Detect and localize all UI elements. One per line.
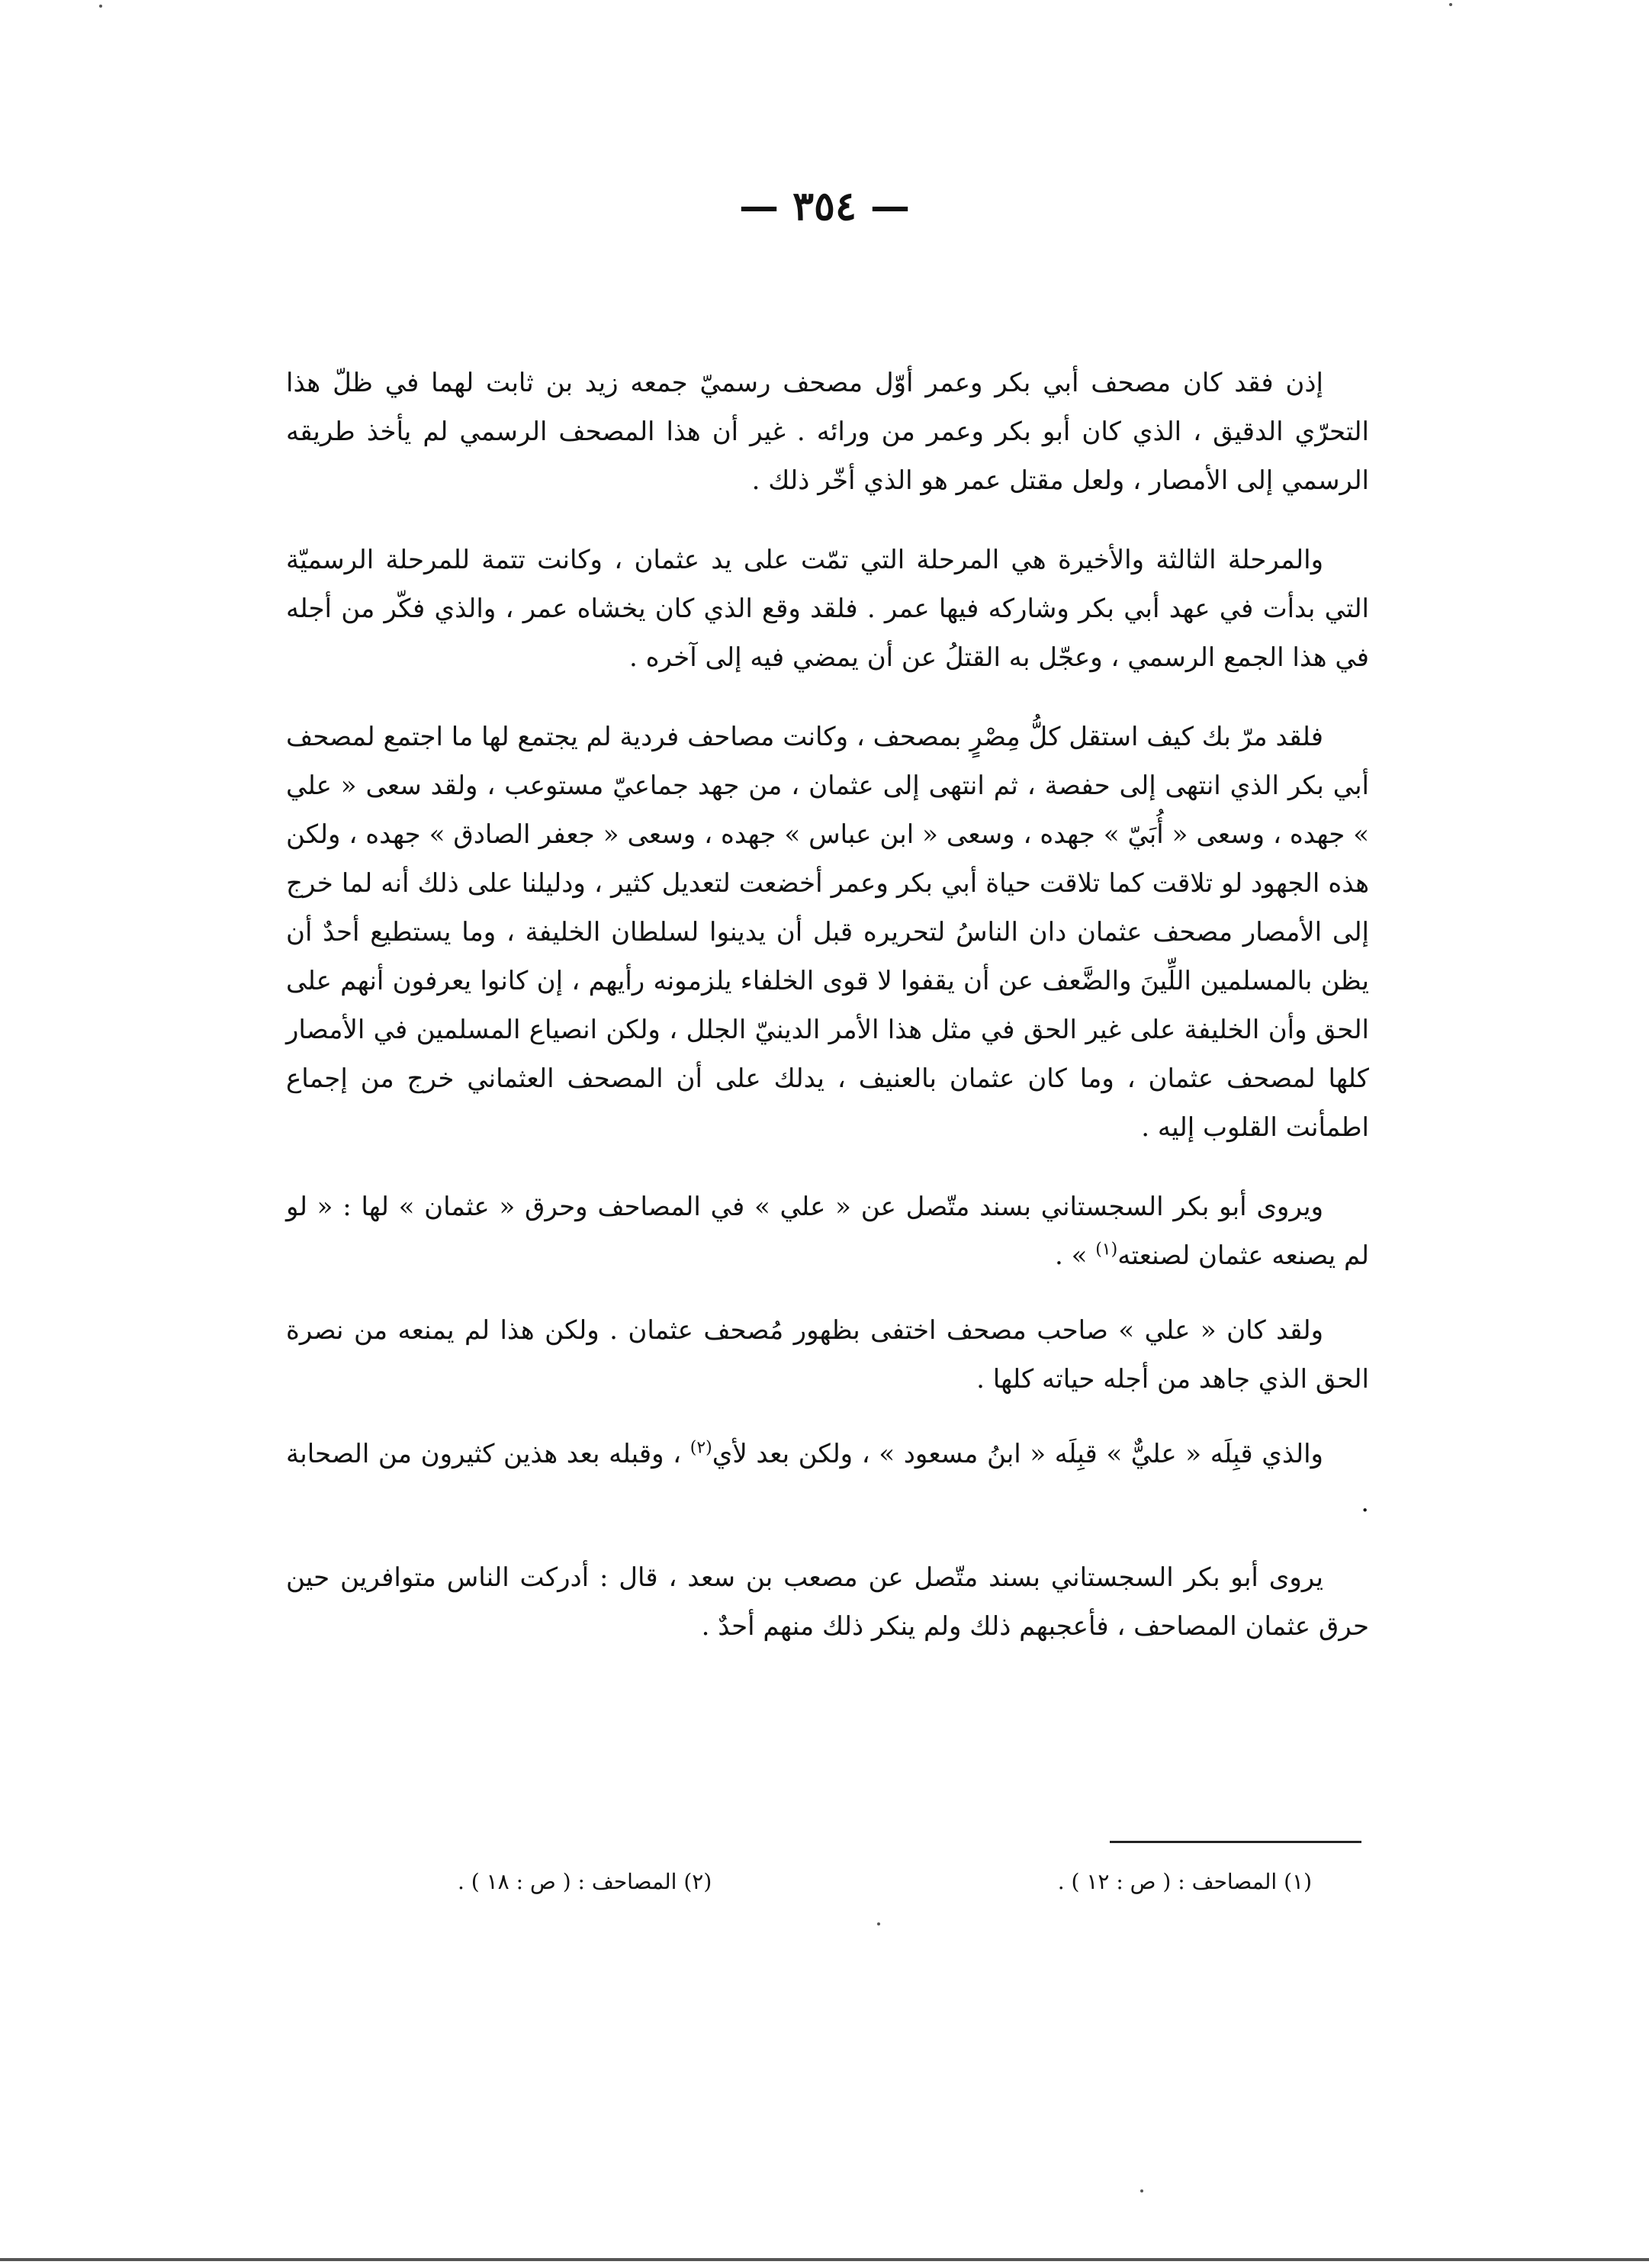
paragraph-7: يروى أبو بكر السجستاني بسند متّصل عن مصعب بن سعد ، قال : أدركت الناس متوافرين حين حرق عثمان المصاحف ، فأعجبهم ذلك ولم ينكر ذلك منهم أحدٌ .: [286, 1562, 1369, 1642]
paragraph-3: فلقد مرّ بك كيف استقل كلُّ مِصْرٍ بمصحف ، وكانت مصاحف فردية لم يجتمع لها ما اجتمع لمصحف أبي بكر الذي انتهى إلى حفصة ، ثم انتهى إلى عثمان ، من جهد جماعيّ مستوعب ، ولقد سعى « علي » جهده ، وسعى « أُبَيّ » جهده ، وسعى « ابن عباس » جهده ، وسعى « جعفر الصادق » جهده ، ولكن هذه الجهود لو تلاقت كما تلاقت حياة أبي بكر وعمر أخضعت لتعديل كثير ، ودليلنا على ذلك أنه لما خرج إلى الأمصار مصحف عثمان دان الناسُ لتحريره قبل أن يدينوا لسلطان الخليفة ، وما يستطيع أحدٌ أن يظن بالمسلمين اللِّينَ والضَّعف عن أن يقفوا لا قوى الخلفاء يلزمونه رأيهم ، إن كانوا يعرفون أنهم على الحق وأن الخليفة على غير الحق في مثل هذا الأمر الدينيّ الجلل ، ولكن انصياع المسلمين في الأمصار كلها لمصحف عثمان ، وما كان عثمان بالعنيف ، يدلك على أن المصحف العثماني خرج من إجماع اطمأنت القلوب إليه .: [286, 722, 1369, 1143]
paragraph-6-text: والذي قبِلَه « عليٌّ » قبِلَه « ابنُ مسعود » ، ولكن بعد لأي: [712, 1439, 1323, 1469]
scan-edge: [0, 2258, 1649, 2261]
paragraph-6: [286, 1430, 1369, 1527]
paragraph-6-tail: ، وقبله بعد هذين كثيرون من الصحابة .: [286, 1439, 1369, 1518]
paragraph-5: ولقد كان « علي » صاحب مصحف اختفى بظهور مُصحف عثمان . ولكن هذا لم يمنعه من نصرة الحق الذي جاهد من أجله حياته كلها .: [286, 1315, 1369, 1395]
page-number: — ٣٥٤ —: [738, 183, 910, 230]
paragraph-1: إذن فقد كان مصحف أبي بكر وعمر أوّل مصحف رسميّ جمعه زيد بن ثابت لهما في ظلّ هذا التحرّي الدقيق ، الذي كان أبو بكر وعمر من ورائه . غير أن هذا المصحف الرسمي لم يأخذ طريقه الرسمي إلى الأمصار ، ولعل مقتل عمر هو الذي أخّر ذلك .: [286, 368, 1369, 496]
footnotes: [458, 1869, 1312, 1894]
paragraph-2: والمرحلة الثالثة والأخيرة هي المرحلة التي تمّت على يد عثمان ، وكانت تتمة للمرحلة الرسميّة التي بدأت في عهد أبي بكر وشاركه فيها عمر . فلقد وقع الذي كان يخشاه عمر ، والذي فكّر من أجله في هذا الجمع الرسمي ، وعجّل به القتلُ عن أن يمضي فيه إلى آخره .: [286, 545, 1369, 673]
footnote-ref-1: (١): [1095, 1240, 1118, 1259]
footnote-ref-2: (٢): [689, 1438, 712, 1458]
paragraph-4: [286, 1182, 1369, 1280]
scan-speck: [1140, 2189, 1143, 2192]
scan-speck: [877, 1922, 880, 1925]
scan-speck: [1449, 3, 1452, 6]
paragraph-4-text: ويروى أبو بكر السجستاني بسند متّصل عن « علي » في المصاحف وحرق « عثمان » لها : « لو لم يصنعه عثمان لصنعته: [286, 1192, 1369, 1271]
paragraph-4-tail: » .: [1054, 1240, 1096, 1271]
body-text: [286, 359, 1369, 1677]
footnote-1: (١) المصاحف : ( ص : ١٢ ) .: [1057, 1869, 1312, 1894]
scan-speck: [99, 5, 102, 8]
footnote-2: (٢) المصاحف : ( ص : ١٨ ) .: [458, 1869, 712, 1894]
footnote-divider: [1110, 1841, 1361, 1843]
